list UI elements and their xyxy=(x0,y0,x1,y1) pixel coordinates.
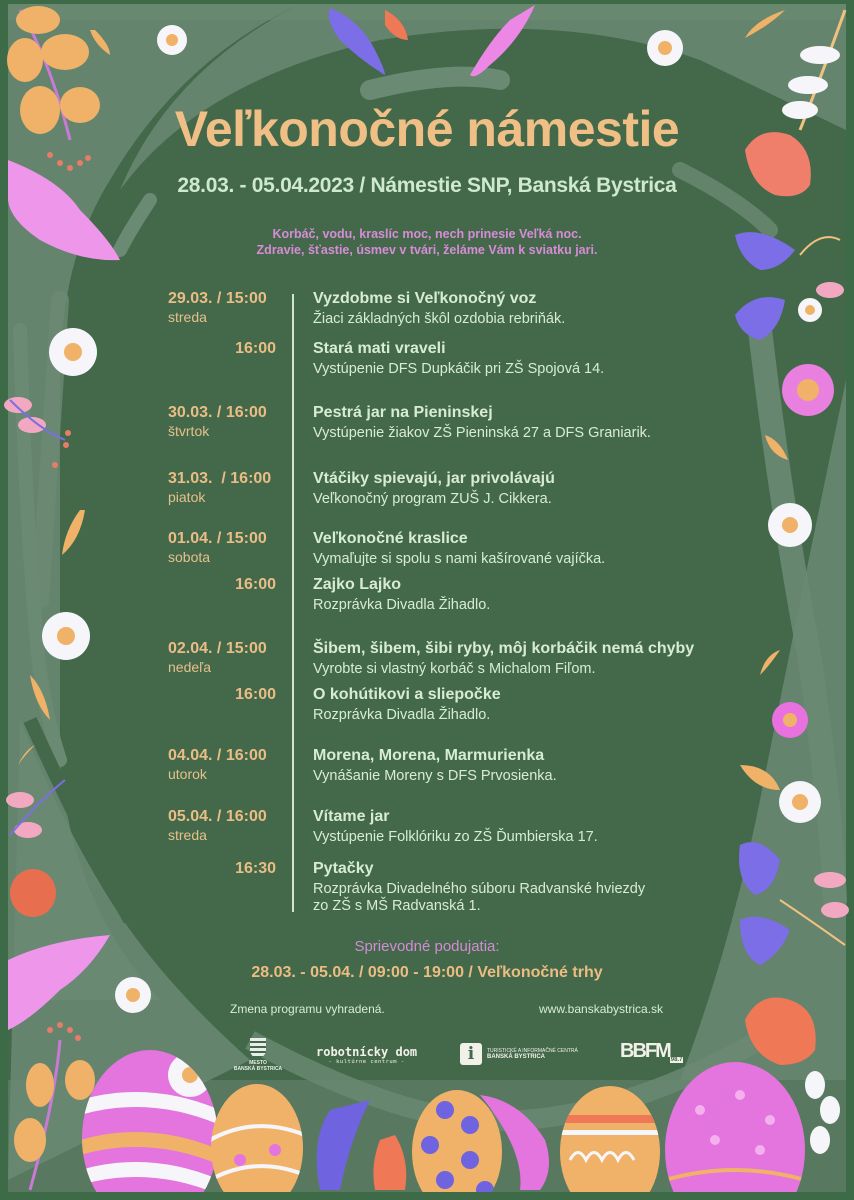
event-description: Vyrobte si vlastný korbáč s Michalom Fiľom. xyxy=(313,661,596,677)
event-time: 16:30 xyxy=(235,860,276,877)
accompanying-events-value: 28.03. - 05.04. / 09:00 - 19:00 / Veľkonočné trhy xyxy=(251,964,603,981)
event-title: Pytačky xyxy=(313,860,374,877)
website-link[interactable]: www.banskabystrica.sk xyxy=(539,1002,664,1016)
event-date-time: 31.03. / 16:00 xyxy=(168,470,272,487)
event-weekday: piatok xyxy=(168,489,206,505)
event-title: Šibem, šibem, šibi ryby, môj korbáčik nemá chyby xyxy=(313,640,695,657)
event-title: O kohútikovi a sliepočke xyxy=(313,686,501,703)
event-weekday: streda xyxy=(168,827,207,843)
verse-line-2: Zdravie, šťastie, úsmev v tvári, želáme Vám k sviatku jari. xyxy=(256,243,598,257)
event-time: 16:00 xyxy=(235,686,276,703)
event-date-time: 30.03. / 16:00 xyxy=(168,404,267,421)
event-title: Vtáčiky spievajú, jar privolávajú xyxy=(313,470,555,487)
logo-tic-line-2: BANSKÁ BYSTRICA xyxy=(487,1054,546,1060)
event-title: Morena, Morena, Marmurienka xyxy=(313,747,545,764)
logo-mesto-line-2: BANSKÁ BYSTRICA xyxy=(233,1066,283,1072)
event-date-time: 04.04. / 16:00 xyxy=(168,747,267,764)
info-icon: i xyxy=(460,1043,482,1065)
accompanying-events-label: Sprievodné podujatia: xyxy=(354,938,500,955)
event-time: 16:00 xyxy=(235,340,276,357)
event-date-time: 02.04. / 15:00 xyxy=(168,640,267,657)
event-date-time: 01.04. / 15:00 xyxy=(168,530,267,547)
logo-mesto-line-1: MESTO xyxy=(249,1060,267,1066)
event-title: Vyzdobme si Veľkonočný voz xyxy=(313,290,537,307)
logo-bbfm xyxy=(620,1040,683,1063)
event-date-time: 29.03. / 15:00 xyxy=(168,290,267,307)
logo-bbfm-main: BBFM xyxy=(620,1040,670,1062)
logo-rd-main: robotnícky dom xyxy=(316,1045,418,1059)
event-description: Rozprávka Divadla Žihadlo. xyxy=(313,707,491,723)
event-description: Žiaci základných škôl ozdobia rebriňák. xyxy=(313,311,566,327)
event-weekday: utorok xyxy=(168,766,207,782)
page-title: Veľkonočné námestie xyxy=(174,101,680,157)
logo-rd-sub: - kultúrne centrum - xyxy=(328,1059,405,1065)
event-date-time: 05.04. / 16:00 xyxy=(168,808,267,825)
verse-line-1: Korbáč, vodu, kraslíc moc, nech prinesie Veľká noc. xyxy=(272,227,582,241)
event-description-line-1: Rozprávka Divadelného súboru Radvanské hviezdy xyxy=(313,881,646,897)
logo-mesto-banska-bystrica xyxy=(232,1038,284,1072)
program-change-note: Zmena programu vyhradená. xyxy=(230,1002,385,1016)
city-crest-icon xyxy=(250,1038,266,1058)
event-description: Vystúpenie DFS Dupkáčik pri ZŠ Spojová 14. xyxy=(313,361,605,377)
event-weekday: streda xyxy=(168,309,207,325)
event-dates-location: 28.03. - 05.04.2023 / Námestie SNP, Banská Bystrica xyxy=(177,174,677,197)
event-title: Zajko Lajko xyxy=(313,576,402,593)
logo-tic xyxy=(460,1043,578,1065)
event-description-line-2: zo ZŠ s MŠ Radvanská 1. xyxy=(313,898,481,914)
event-description: Rozprávka Divadla Žihadlo. xyxy=(313,597,491,613)
event-weekday: štvrtok xyxy=(168,423,210,439)
event-weekday: nedeľa xyxy=(168,659,212,675)
easter-verse xyxy=(0,226,854,258)
event-weekday: sobota xyxy=(168,549,211,565)
logo-tic-line-1: TURISTICKÉ A INFORMAČNÉ CENTRÁ xyxy=(487,1048,578,1054)
event-description: Veľkonočný program ZUŠ J. Cikkera. xyxy=(313,491,552,507)
event-title: Vítame jar xyxy=(313,808,390,825)
event-title: Stará mati vraveli xyxy=(313,340,446,357)
event-description: Vystúpenie Folklóriku zo ZŠ Ďumbierska 17. xyxy=(313,829,598,845)
event-title: Veľkonočné kraslice xyxy=(313,530,468,547)
event-description: Vynášanie Moreny s DFS Prvosienka. xyxy=(313,768,557,784)
event-description: Vymaľujte si spolu s nami kašírované vajíčka. xyxy=(313,551,606,567)
logo-robotnicky-dom xyxy=(316,1045,417,1065)
event-description xyxy=(313,881,645,915)
event-title: Pestrá jar na Pieninskej xyxy=(313,404,493,421)
timeline-divider xyxy=(292,294,294,912)
logo-bbfm-sub: 98.7 xyxy=(670,1057,683,1063)
event-time: 16:00 xyxy=(235,576,276,593)
event-description: Vystúpenie žiakov ZŠ Pieninská 27 a DFS Graniarik. xyxy=(313,425,651,441)
